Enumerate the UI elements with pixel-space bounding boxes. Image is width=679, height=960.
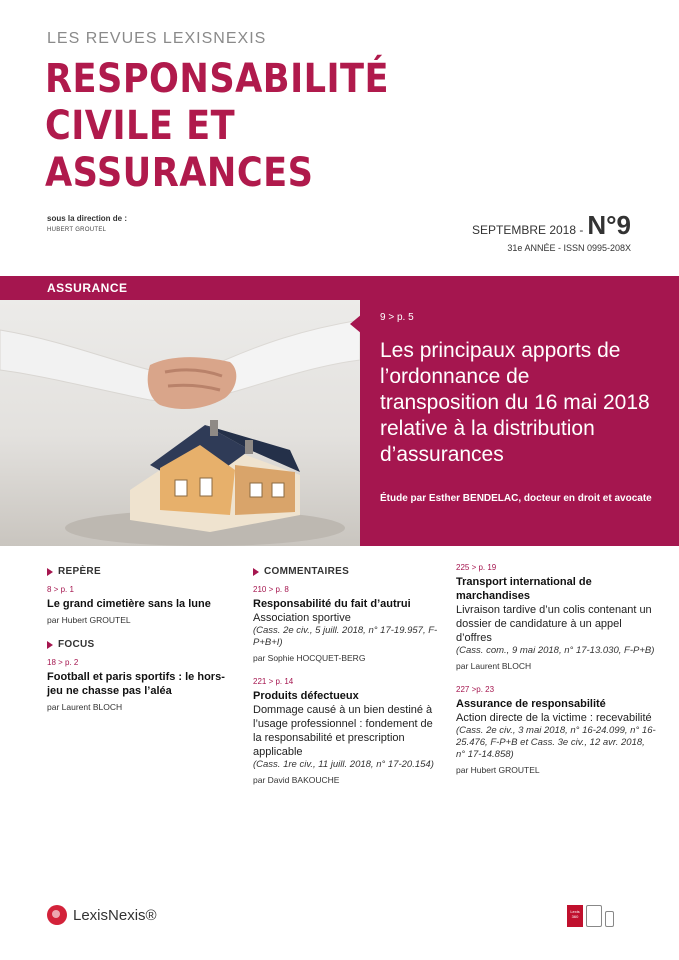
article-title[interactable]: Football et paris sportifs : le hors-jeu ne chasse pas l’aléa: [47, 671, 225, 697]
director-name: HUBERT GROUTEL: [47, 227, 107, 233]
article-title[interactable]: Produits défectueux: [253, 690, 359, 702]
column-right: [456, 563, 656, 789]
feature-author: Étude par Esther BENDELAC, docteur en droit et avocate: [380, 493, 652, 504]
brand-name: LexisNexis®: [73, 906, 157, 924]
column-commentaires: [253, 566, 443, 799]
tablet-icon: [586, 905, 602, 927]
article-ref: 225 > p. 19: [456, 563, 497, 572]
article-author: par Sophie HOCQUET-BERG: [253, 653, 366, 663]
triangle-right-icon: [47, 641, 53, 649]
feature-section-label: ASSURANCE: [47, 281, 128, 295]
article-citation: (Cass. 2e civ., 3 mai 2018, n° 16-24.099, n° 16-25.476, F-P+B et Cass. 3e civ., 12 avr. 2018, n° 17-14.858): [456, 725, 656, 760]
column-reperes-focus: [47, 566, 237, 726]
section-label: FOCUS: [58, 639, 95, 650]
article-subtitle: Action directe de la victime : recevabilité: [456, 712, 652, 724]
journal-title: [45, 56, 465, 197]
article-author: par Laurent BLOCH: [47, 702, 123, 712]
article-author: par Hubert GROUTEL: [456, 765, 540, 775]
lexisnexis-logo-icon: [47, 905, 67, 925]
feature-notch: [350, 314, 362, 334]
article-title[interactable]: Transport international de marchandises: [456, 576, 592, 602]
title-line-1: RESPONSABILITÉ: [45, 56, 389, 102]
article-author: par Laurent BLOCH: [456, 661, 532, 671]
direction-label: sous la direction de :: [47, 214, 128, 223]
issue-meta: 31e ANNÉE - ISSN 0995-208X: [507, 243, 631, 253]
article-title[interactable]: Le grand cimetière sans la lune: [47, 598, 211, 610]
handshake-house-illustration: [0, 300, 360, 546]
issue-date: SEPTEMBRE 2018 -: [471, 223, 584, 237]
triangle-right-icon: [47, 568, 53, 576]
article-subtitle: Livraison tardive d’un colis contenant un dossier de candidature à un appel d’offres: [456, 604, 652, 644]
article-title[interactable]: Assurance de responsabilité: [456, 698, 606, 710]
article-ref: 221 > p. 14: [253, 677, 294, 686]
article-citation: (Cass. 2e civ., 5 juill. 2018, n° 17-19.957, F-P+B+I): [253, 625, 438, 648]
section-label: COMMENTAIRES: [264, 566, 350, 577]
lexis360-badge[interactable]: [567, 905, 614, 927]
phone-icon: [605, 911, 614, 927]
section-header-commentaires: [253, 566, 443, 577]
section-label: REPÈRE: [58, 566, 101, 577]
article-ref: 227 >p. 23: [456, 685, 495, 694]
article-ref: 8 > p. 1: [47, 585, 74, 594]
feature-ref: 9 > p. 5: [380, 312, 414, 323]
article-author: par Hubert GROUTEL: [47, 615, 131, 625]
feature-title[interactable]: Les principaux apports de l’ordonnance de transposition du 16 mai 2018 relative à la distribution d’assurances: [380, 339, 650, 466]
article-subtitle: Association sportive: [253, 612, 351, 624]
lexis360-badge-label: Lexis 360: [567, 905, 583, 927]
article-ref: 210 > p. 8: [253, 585, 289, 594]
handshake-house-photo: [0, 300, 360, 546]
triangle-right-icon: [253, 568, 259, 576]
section-header-focus: [47, 639, 237, 650]
article-citation: (Cass. 1re civ., 11 juill. 2018, n° 17-20.154): [253, 759, 434, 770]
series-name: LES REVUES LEXISNEXIS: [47, 30, 267, 47]
title-line-3: ASSURANCES: [45, 150, 314, 196]
article-author: par David BAKOUCHE: [253, 775, 340, 785]
issue-number: N°9: [587, 210, 631, 240]
lexisnexis-logo[interactable]: [47, 905, 157, 925]
article-ref: 18 > p. 2: [47, 658, 79, 667]
section-header-repere: [47, 566, 237, 577]
article-subtitle: Dommage causé à un bien destiné à l’usage professionnel : fondement de la responsabilité et prescription applicable: [253, 704, 433, 758]
title-line-2: CIVILE ET: [45, 103, 236, 149]
article-citation: (Cass. com., 9 mai 2018, n° 17-13.030, F-P+B): [456, 645, 655, 656]
article-title[interactable]: Responsabilité du fait d’autrui: [253, 598, 411, 610]
issue-line: [472, 210, 631, 241]
